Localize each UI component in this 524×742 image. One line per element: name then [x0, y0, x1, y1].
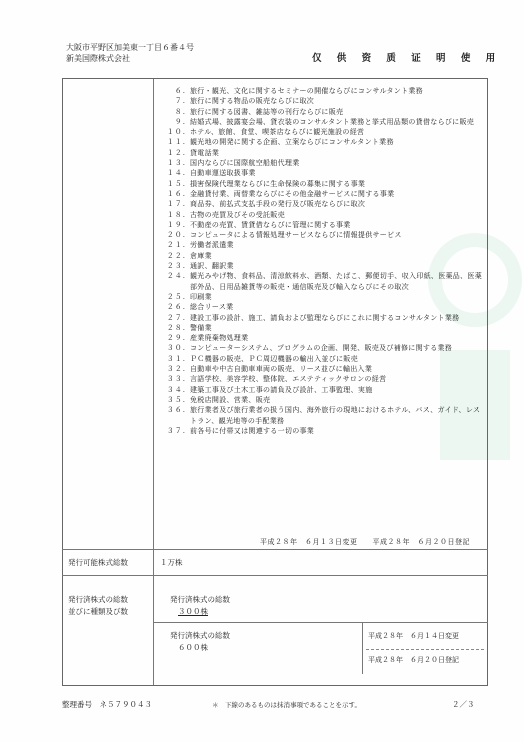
purpose-number: ２０. — [166, 231, 186, 240]
purpose-item — [160, 261, 482, 271]
purpose-number: １７. — [166, 200, 186, 209]
purpose-text: 通訳、翻訳業 — [190, 262, 234, 271]
purpose-number: ３６. — [166, 406, 186, 415]
purpose-text: 旅行に関する図書、雑誌等の刊行ならびに販売 — [190, 107, 344, 116]
purpose-item — [160, 158, 482, 168]
column-divider — [153, 79, 154, 685]
purpose-text: 自動車運送取扱事業 — [190, 169, 256, 178]
issued-shares-old-heading: 発行済株式の総数 — [170, 595, 230, 604]
purpose-item — [160, 333, 482, 343]
row-divider — [154, 622, 488, 623]
purpose-text: 言語学校、美容学校、整体院、エステティックサロンの経営 — [190, 375, 387, 384]
purpose-text: コンピュータによる情報処理サービスならびに情報提供サービス — [190, 231, 402, 240]
serial-number: 整理番号 ネ５７９０４３ — [62, 700, 152, 709]
purpose-item — [160, 271, 482, 292]
purpose-item — [160, 127, 482, 137]
issued-shares-label-line: 発行済株式の総数 — [68, 595, 128, 604]
purpose-item — [160, 210, 482, 220]
purpose-text: ＰＣ機器の販売、ＰＣ周辺機器の輸出入並びに販売 — [190, 354, 358, 363]
purpose-text: 自動車や中古自動車車両の販売、リース並びに輸出入業 — [190, 365, 373, 374]
purpose-number: １３. — [166, 159, 186, 168]
issued-shares-label-line: 並びに種類及び数 — [68, 607, 128, 616]
certificate-stamp-title: 仅 供 资 质 证 明 使 用 — [312, 53, 502, 64]
purpose-item — [160, 220, 482, 230]
purpose-text: 観光みやげ物、食料品、清涼飲料水、酒類、たばこ、郵便切手、収入印紙、医薬品、医薬部外品、日用品雑貨等の販売・通信販売及び輸入ならびにその取次 — [190, 272, 482, 291]
purpose-item — [160, 426, 482, 436]
purpose-item — [160, 251, 482, 261]
purpose-text: 警備業 — [190, 323, 212, 332]
purpose-item — [160, 179, 482, 189]
purpose-number: １８. — [166, 210, 186, 219]
row-divider — [62, 549, 488, 550]
purpose-text: 金融貸付業、両替業ならびにその他金融サービスに関する事業 — [190, 189, 395, 198]
purpose-number: ３４. — [166, 385, 186, 394]
purpose-text: 旅行に関する物品の販売ならびに取次 — [190, 97, 315, 106]
purpose-text: 古物の売買及びその受託販売 — [190, 210, 285, 219]
purpose-text: 印刷業 — [190, 292, 212, 301]
purpose-item — [160, 385, 482, 395]
purpose-number: １５. — [166, 179, 186, 188]
purpose-number: ２１. — [166, 241, 186, 250]
issued-shares-old-value: ３００株 — [178, 607, 208, 616]
purpose-item — [160, 343, 482, 353]
page-number: ２／３ — [452, 700, 475, 709]
purpose-number: ３１. — [166, 354, 186, 363]
row-divider — [62, 575, 488, 576]
purposes-change-note: 平成２８年 ６月１３日変更 平成２８年 ６月２０日登記 — [260, 538, 470, 546]
purpose-number: ２６. — [166, 303, 186, 312]
issued-shares-new — [170, 630, 230, 654]
authorized-shares-label: 発行可能株式総数 — [68, 558, 128, 567]
purpose-number: １２. — [166, 148, 186, 157]
authorized-shares-value: １万株 — [160, 558, 183, 567]
address-line: 大阪市平野区加美東一丁目６番４号 — [66, 43, 194, 52]
company-name: 新美国際株式会社 — [66, 54, 130, 63]
purpose-item — [160, 323, 482, 333]
purpose-number: ２３. — [166, 262, 186, 271]
purpose-item — [160, 230, 482, 240]
purpose-number: １６. — [166, 189, 186, 198]
purpose-text: 建築工事及び土木工事の請負及び設計、工事監理、実施 — [190, 385, 373, 394]
purpose-number: ２８. — [166, 323, 186, 332]
business-purposes-list — [160, 86, 482, 436]
issued-shares-changed-date: 平成２８年 ６月１４日変更 — [368, 632, 459, 640]
purpose-text: 倉庫業 — [190, 251, 212, 260]
purpose-item — [160, 405, 482, 426]
purpose-number: ８. — [174, 107, 186, 116]
purpose-item — [160, 86, 482, 96]
purpose-number: ３２. — [166, 365, 186, 374]
purpose-number: ３３. — [166, 375, 186, 384]
purpose-number: ６. — [174, 87, 186, 95]
purpose-text: 貸電話業 — [190, 148, 220, 157]
purpose-number: ２５. — [166, 292, 186, 301]
purpose-item — [160, 374, 482, 384]
purpose-text: コンピューターシステム、プログラムの企画、開発、販売及び補修に関する業務 — [190, 344, 453, 353]
purpose-text: 免税店開設、営業、販売 — [190, 395, 271, 404]
purpose-text: 旅行・観光、文化に関するセミナーの開催ならびにコンサルタント業務 — [190, 87, 423, 95]
purpose-item — [160, 240, 482, 250]
purpose-text: 観光地の開発に関する企画、立案ならびにコンサルタント業務 — [190, 138, 394, 147]
purpose-item — [160, 189, 482, 199]
purpose-text: 旅行業者及び旅行業者の扱う国内、海外旅行の現地におけるホテル、バス、ガイド、レストラン、観光地等の手配業務 — [190, 406, 481, 425]
issued-shares-registered-date: 平成２８年 ６月２０日登記 — [368, 656, 459, 664]
purpose-number: ２２. — [166, 251, 186, 260]
purpose-item — [160, 302, 482, 312]
purpose-number: ３０. — [166, 344, 186, 353]
issued-shares-new-value: ６００株 — [178, 643, 208, 652]
purpose-text: 前各号に付帯又は関連する一切の事業 — [190, 426, 315, 435]
purpose-item — [160, 199, 482, 209]
purpose-text: 損害保険代理業ならびに生命保険の募集に関する事業 — [190, 179, 366, 188]
purpose-text: ホテル、旅館、食堂、喫茶店ならびに観光施設の経営 — [190, 128, 365, 137]
purpose-number: ３７. — [166, 426, 186, 435]
purpose-text: 結婚式場、披露宴会場、貸衣装のコンサルタント業務と挙式用品類の貸借ならびに販売 — [190, 117, 475, 126]
purpose-item — [160, 137, 482, 147]
issued-shares-new-heading: 発行済株式の総数 — [170, 631, 230, 640]
issued-shares-old — [170, 594, 230, 618]
purpose-text: 労働者派遣業 — [190, 241, 234, 250]
purpose-number: １０. — [166, 128, 186, 137]
purpose-number: ９. — [174, 117, 186, 126]
purpose-number: ２７. — [166, 313, 186, 322]
purpose-item — [160, 96, 482, 106]
purpose-item — [160, 364, 482, 374]
purpose-item — [160, 395, 482, 405]
purpose-item — [160, 313, 482, 323]
dashed-separator — [366, 649, 484, 650]
purpose-text: 商品券、前払式支払手段の発行及び販売ならびに取次 — [190, 200, 366, 209]
purpose-text: 総合リース業 — [190, 303, 234, 312]
company-address — [66, 42, 194, 64]
purpose-item — [160, 148, 482, 158]
purpose-text: 建設工事の設計、施工、請負および監理ならびにこれに関するコンサルタント業務 — [190, 313, 460, 322]
purpose-number: １９. — [166, 220, 186, 229]
purpose-number: ２４. — [166, 272, 186, 281]
purpose-item — [160, 354, 482, 364]
purpose-text: 産業廃棄物処理業 — [190, 334, 249, 343]
purpose-item — [160, 117, 482, 127]
purpose-item — [160, 107, 482, 117]
purpose-number: ３５. — [166, 395, 186, 404]
purpose-number: ２９. — [166, 334, 186, 343]
purpose-text: 不動産の売買、賃貸借ならびに管理に関する事業 — [190, 220, 351, 229]
purpose-number: １４. — [166, 169, 186, 178]
purpose-number: １１. — [166, 138, 186, 147]
issued-shares-label — [68, 594, 128, 618]
purpose-item — [160, 168, 482, 178]
footnote: ＊ 下線のあるものは抹消事項であることを示す。 — [212, 701, 361, 709]
purpose-number: ７. — [174, 97, 186, 106]
purpose-item — [160, 292, 482, 302]
date-column-divider — [362, 623, 363, 674]
purpose-text: 国内ならびに国際航空船舶代理業 — [190, 159, 300, 168]
